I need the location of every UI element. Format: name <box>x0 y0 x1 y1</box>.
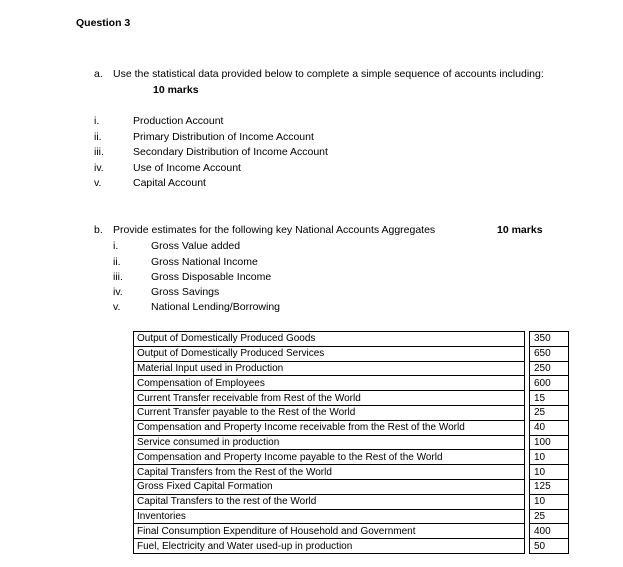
table-row <box>134 479 569 494</box>
part-a-item-num: v. <box>94 177 102 189</box>
part-a-item-label: Use of Income Account <box>133 162 241 174</box>
row-value: 25 <box>530 509 569 524</box>
row-label: Current Transfer payable to the Rest of the World <box>134 405 525 420</box>
part-b-item-num: iv. <box>113 286 123 298</box>
row-label: Inventories <box>134 509 525 524</box>
row-label: Capital Transfers from the Rest of the World <box>134 465 525 480</box>
part-b-item-num: ii. <box>113 256 121 268</box>
part-b-item-num: v. <box>113 301 121 313</box>
part-b-item-label: Gross Value added <box>151 240 241 252</box>
row-value: 350 <box>530 332 569 347</box>
row-value: 650 <box>530 346 569 361</box>
data-table <box>133 331 569 554</box>
part-a-marks: 10 marks <box>153 84 199 96</box>
table-row <box>134 524 569 539</box>
row-value: 10 <box>530 465 569 480</box>
row-value: 10 <box>530 494 569 509</box>
table-row <box>134 539 569 554</box>
part-b-text: Provide estimates for the following key National Accounts Aggregates <box>113 224 436 236</box>
part-a-item-num: iii. <box>94 146 104 158</box>
part-b-item-num: iii. <box>113 271 123 283</box>
part-a-text: Use the statistical data provided below to complete a simple sequence of accounts including: <box>113 68 544 80</box>
table-row <box>134 361 569 376</box>
row-label: Compensation and Property Income payable to the Rest of the World <box>134 450 525 465</box>
table-row <box>134 405 569 420</box>
row-label: Output of Domestically Produced Services <box>134 346 525 361</box>
part-b-item-label: National Lending/Borrowing <box>151 301 280 313</box>
row-value: 25 <box>530 405 569 420</box>
part-b-letter: b. <box>94 224 103 236</box>
row-label: Gross Fixed Capital Formation <box>134 479 525 494</box>
table-row <box>134 420 569 435</box>
row-label: Service consumed in production <box>134 435 525 450</box>
part-a-item-num: ii. <box>94 131 102 143</box>
row-label: Output of Domestically Produced Goods <box>134 332 525 347</box>
table-row <box>134 450 569 465</box>
table-row <box>134 435 569 450</box>
row-label: Material Input used in Production <box>134 361 525 376</box>
part-a-item-num: iv. <box>94 162 104 174</box>
row-label: Fuel, Electricity and Water used-up in production <box>134 539 525 554</box>
table-row <box>134 509 569 524</box>
part-a-item-label: Capital Account <box>133 177 206 189</box>
part-a-item-num: i. <box>94 115 100 127</box>
table-row <box>134 332 569 347</box>
part-b-item-num: i. <box>113 240 119 252</box>
row-value: 100 <box>530 435 569 450</box>
part-b-item-label: Gross Disposable Income <box>151 271 272 283</box>
row-value: 40 <box>530 420 569 435</box>
part-b-item-label: Gross National Income <box>151 256 258 268</box>
part-a-item-label: Secondary Distribution of Income Account <box>133 146 328 158</box>
table-row <box>134 465 569 480</box>
row-value: 600 <box>530 376 569 391</box>
row-label: Compensation of Employees <box>134 376 525 391</box>
row-label: Current Transfer receivable from Rest of the World <box>134 391 525 406</box>
row-value: 250 <box>530 361 569 376</box>
table-row <box>134 494 569 509</box>
part-a-item-label: Production Account <box>133 115 224 127</box>
row-value: 125 <box>530 479 569 494</box>
part-a-letter: a. <box>94 68 103 80</box>
part-b-item-label: Gross Savings <box>151 286 220 298</box>
row-label: Final Consumption Expenditure of Household and Government <box>134 524 525 539</box>
question-title: Question 3 <box>76 17 131 29</box>
table-row <box>134 376 569 391</box>
row-value: 400 <box>530 524 569 539</box>
part-a-item-label: Primary Distribution of Income Account <box>133 131 314 143</box>
row-label: Capital Transfers to the rest of the World <box>134 494 525 509</box>
part-b-marks: 10 marks <box>497 224 543 236</box>
row-value: 50 <box>530 539 569 554</box>
row-value: 15 <box>530 391 569 406</box>
row-label: Compensation and Property Income receivable from the Rest of the World <box>134 420 525 435</box>
table-row <box>134 346 569 361</box>
table-row <box>134 391 569 406</box>
row-value: 10 <box>530 450 569 465</box>
